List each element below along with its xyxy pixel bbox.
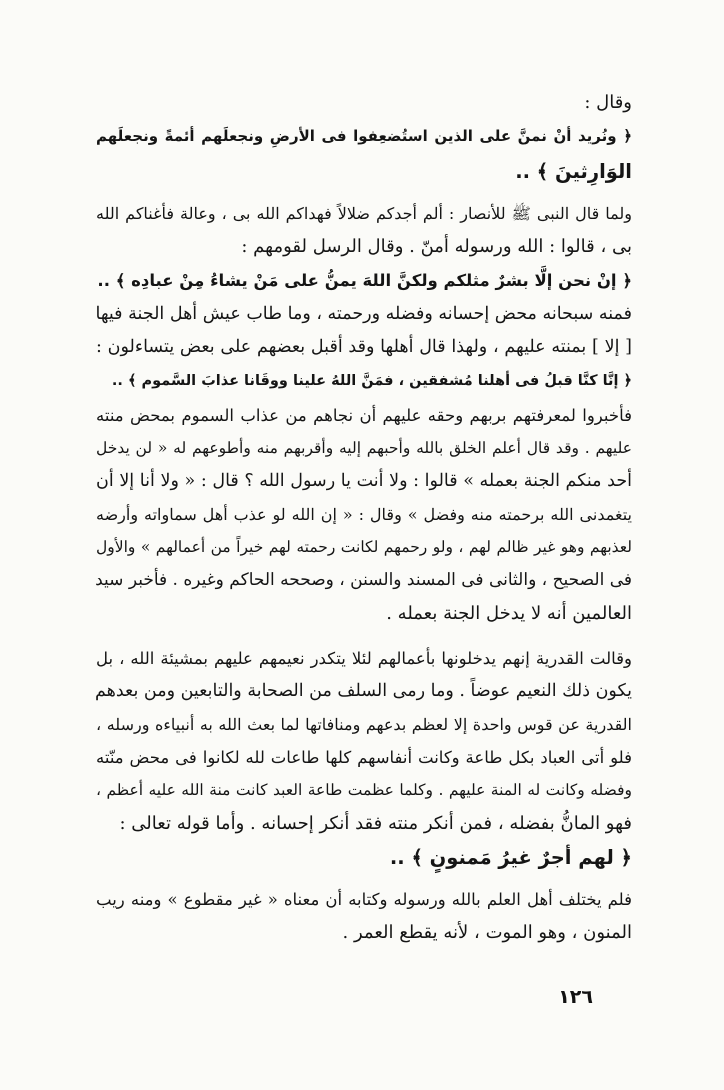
spacer: [96, 189, 632, 197]
text-line: [ إلا ] بمنته عليهم ، ولهذا قال أهلها وقد أقبل بعضهم على بعض يتساءلون :: [96, 337, 632, 357]
text-line: فهو المانُّ بفضله ، فمن أنكر منته فقد أنكر إحسانه . وأما قوله تعالى :: [119, 813, 632, 834]
text-line: ولما قال النبى ﷺ للأنصار : ألم أجدكم ضلالاً فهداكم الله بى ، وعالة فأغناكم الله: [96, 204, 632, 223]
text-line: فمنه سبحانه محض إحسانه وفضله ورحمته ، وما طاب عيش أهل الجنة فيها: [95, 304, 632, 324]
text-line: فلو أتى العباد بكل طاعة وكانت أنفاسهم كلها طاعات لله لكانوا فى محض منّته: [96, 748, 632, 767]
text-line: بى ، قالوا : الله ورسوله أمنّ . وقال الرسل لقومهم :: [241, 236, 632, 257]
text-line: القدرية عن قوس واحدة إلا لعظم بدعهم ومنافاتها لما بعث الله به أنبياءه ورسله ،: [96, 715, 633, 734]
text-line: فأخبروا لمعرفتهم بربهم وحقه عليهم أن نجاهم من عذاب السموم بمحض منته: [96, 406, 632, 425]
quran-verse: ﴿ إنْ نحن إلَّا بشرٌ مثلكم ولكنَّ اللهَ يمنُّ على مَنْ يشاءُ مِنْ عبادِه ﴾ ..: [97, 271, 632, 290]
text-line: وفضله وكانت له المنة عليهم . وكلما عظمت طاعة العبد كانت منة الله عليه أعظم ،: [96, 781, 632, 799]
text-line: العالمين أنه لا يدخل الجنة بعمله .: [386, 603, 632, 624]
text-line: فلم يختلف أهل العلم بالله ورسوله وكتابه أن معناه « غير مقطوع » ومنه ريب: [96, 890, 632, 909]
quran-verse: ﴿ لهم أجرٌ غيرُ مَمنونٍ ﴾ ..: [389, 846, 632, 869]
quran-verse: الوَارِثينَ ﴾ ..: [515, 160, 632, 183]
text-line: يكون ذلك النعيم عوضاً . وما رمى السلف من الصحابة والتابعين ومن بعدهم: [94, 681, 632, 701]
text-line: وقال :: [584, 92, 632, 113]
quran-verse: ﴿ ونُريد أنْ نمنَّ على الذين استُضعِفوا فى الأرضِ ونجعلَهم أئمةً ونجعلَهم: [96, 127, 632, 145]
text-line: فى الصحيح ، والثانى فى المسند والسنن ، وصححه الحاكم وغيره . فأخبر سيد: [95, 570, 632, 590]
text-line: لعذبهم وهو غير ظالم لهم ، ولو رحمهم لكانت رحمته لهم خيراً من أعمالهم » والأول: [96, 538, 632, 556]
text-line: يتغمدنى الله برحمته منه وفضل » وقال : « إن الله لو عذب أهل سماواته وأرضه: [96, 505, 632, 524]
quran-verse: ﴿ إنَّا كنَّا قبلُ فى أهلنا مُشفقين ، فمَنَّ اللهُ علينا ووقَانا عذابَ السَّموم ﴾ ..: [111, 373, 632, 389]
text-line: وقالت القدرية إنهم يدخلونها بأعمالهم لئلا يتكدر نعيمهم عليهم بمشيئة الله ، بل: [96, 649, 632, 668]
text-line: عليهم . وقد قال أعلم الخلق بالله وأحبهم إليه وأقربهم منه وأطوعهم له « لن يدخل: [96, 439, 632, 457]
text-line: أحد منكم الجنة بعمله » قالوا : ولا أنت يا رسول الله ؟ قال : « ولا أنا إلا أن: [96, 471, 632, 491]
page-number: ١٢٦: [558, 986, 593, 1008]
spacer: [96, 875, 632, 883]
text-line: المنون ، وهو الموت ، لأنه يقطع العمر .: [342, 922, 632, 943]
spacer: [96, 630, 632, 642]
